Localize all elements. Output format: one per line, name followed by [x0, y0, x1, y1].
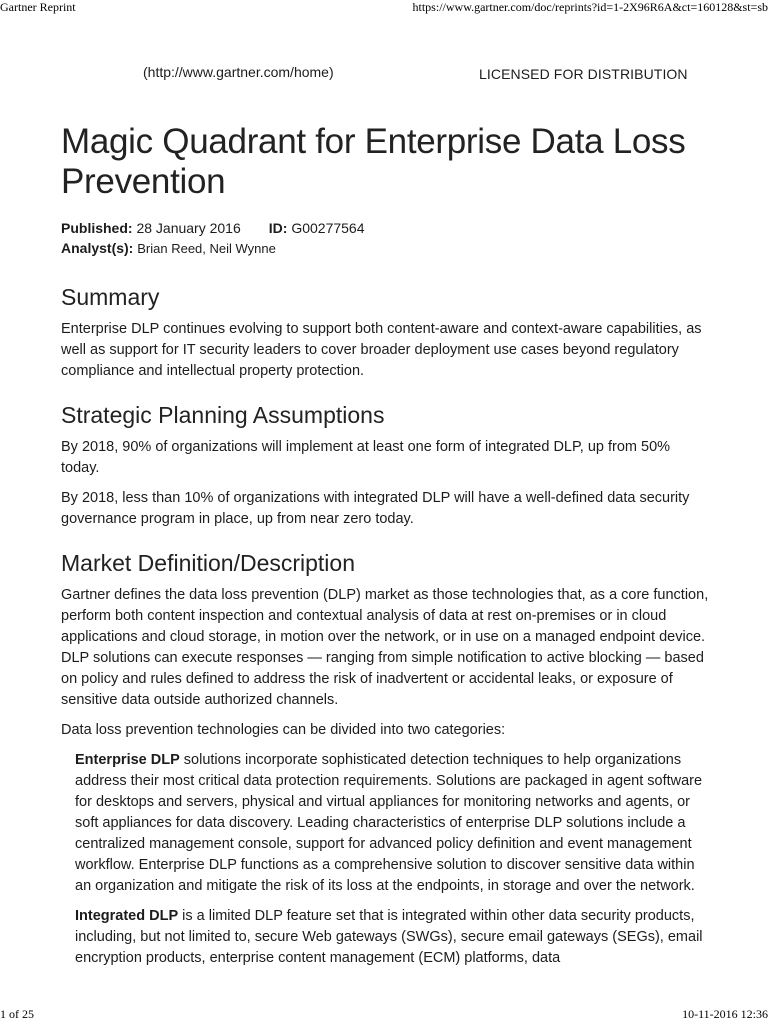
print-header-url: https://www.gartner.com/doc/reprints?id=1-2X96R6A&ct=160128&st=sb	[412, 0, 768, 14]
document-body	[61, 122, 711, 969]
integrated-dlp-text: is a limited DLP feature set that is integrated within other data security products, including, but not limited to, secure Web gateways (SWGs), secure email gateways (SEGs), email encryption products, enterprise content management (ECM) platforms, data	[75, 908, 703, 966]
gartner-home-link[interactable]: (http://www.gartner.com/home)	[143, 64, 334, 80]
analysts-label: Analyst(s):	[61, 240, 134, 256]
integrated-dlp-paragraph	[75, 906, 711, 969]
market-heading: Market Definition/Description	[61, 550, 356, 576]
print-footer	[0, 1006, 768, 1024]
print-header	[0, 0, 768, 16]
enterprise-dlp-paragraph	[75, 750, 711, 897]
summary-heading: Summary	[61, 284, 160, 310]
document-id: G00277564	[291, 220, 365, 236]
published-label: Published:	[61, 220, 133, 236]
print-timestamp: 10-11-2016 12:36	[682, 1007, 768, 1021]
enterprise-dlp-text: solutions incorporate sophisticated detection techniques to help organizations address their most critical data protection requirements. Solutions are packaged in agent software for desktops and servers, physical and virtual appliances for monitoring networks and agents, or soft appliances for data discovery. Leading characteristics of enterprise DLP solutions include a centralized management console, support for advanced policy definition and event management workflow. Enterprise DLP functions as a comprehensive solution to discover sensitive data within an organization and mitigate the risk of its loss at the endpoints, in storage and over the network.	[75, 752, 703, 894]
analyst-names: Brian Reed, Neil Wynne	[137, 241, 276, 256]
analysts-line	[61, 238, 711, 259]
page-title: Magic Quadrant for Enterprise Data Loss Prevention	[61, 122, 686, 201]
print-header-title: Gartner Reprint	[0, 0, 76, 14]
market-paragraph-1: Gartner defines the data loss prevention (DLP) market as those technologies that, as a core function, perform both content inspection and contextual analysis of data at rest on-premises or in cloud applications and cloud storage, in motion over the network, or in use on a managed endpoint device. DLP solutions can execute responses — ranging from simple notification to active blocking — based on policy and rules defined to address the risk of inadvertent or accidental leaks, or exposure of sensitive data outside authorized channels.	[61, 587, 709, 708]
published-date: 28 January 2016	[136, 220, 241, 236]
page-counter: 1 of 25	[0, 1007, 34, 1021]
integrated-dlp-term: Integrated DLP	[75, 908, 179, 924]
assumptions-heading: Strategic Planning Assumptions	[61, 402, 385, 428]
document-meta	[61, 218, 711, 259]
market-paragraph-2: Data loss prevention technologies can be divided into two categories:	[61, 722, 506, 738]
summary-text: Enterprise DLP continues evolving to support both content-aware and context-aware capabilities, as well as support for IT security leaders to cover broader deployment use cases beyond regulatory compliance and intellectual property protection.	[61, 321, 702, 379]
assumption-paragraph-2: By 2018, less than 10% of organizations with integrated DLP will have a well-defined data security governance program in place, up from near zero today.	[61, 490, 690, 527]
assumption-paragraph-1: By 2018, 90% of organizations will implement at least one form of integrated DLP, up from 50% today.	[61, 439, 671, 476]
id-label: ID:	[268, 220, 288, 236]
publication-line	[61, 218, 711, 238]
enterprise-dlp-term: Enterprise DLP	[75, 752, 180, 768]
license-label: LICENSED FOR DISTRIBUTION	[479, 66, 688, 82]
